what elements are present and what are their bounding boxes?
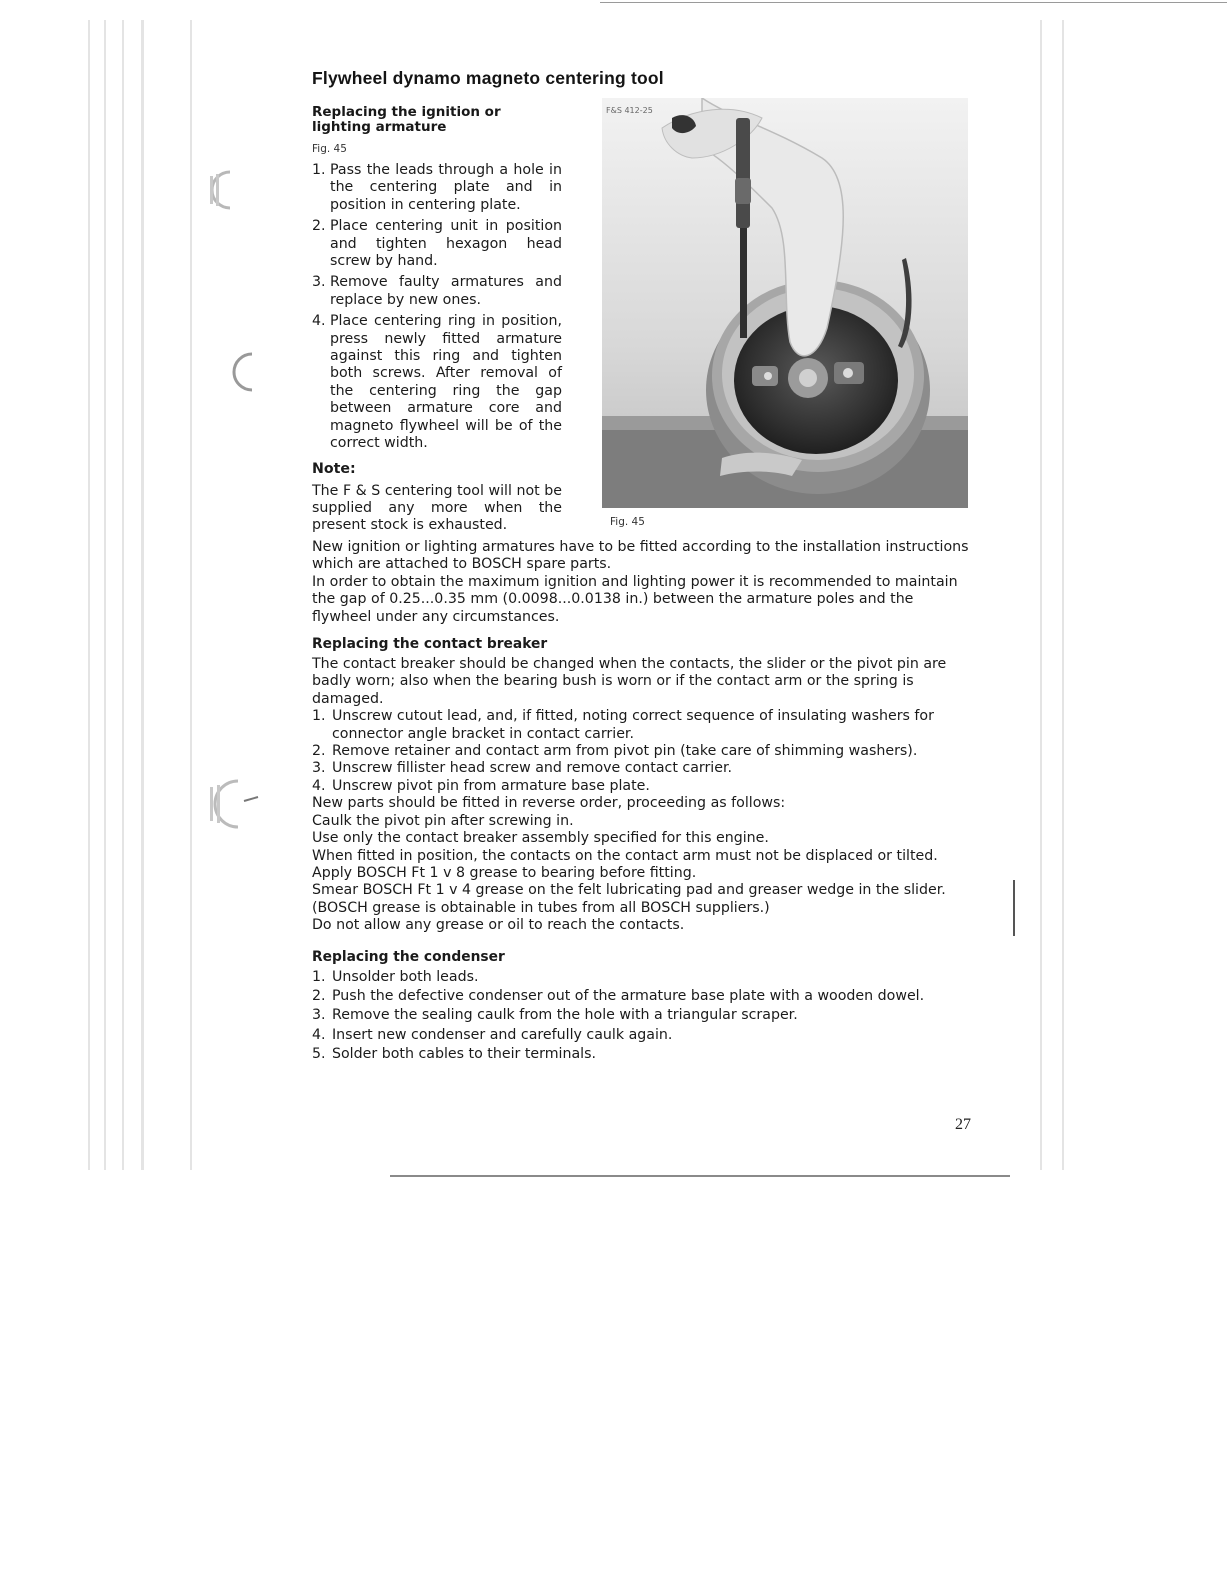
step-number: 2. [312, 218, 326, 235]
list-item [312, 708, 972, 743]
list-item [312, 1027, 972, 1044]
list-item [312, 162, 562, 214]
scan-edge-line [190, 20, 192, 1170]
figure-reference: Fig. 45 [312, 143, 347, 155]
step-number: 1. [312, 708, 326, 725]
step-number: 4. [312, 777, 326, 794]
step-number: 4. [312, 1026, 326, 1043]
binder-hole-icon [222, 350, 262, 394]
step-text: Pass the leads through a hole in the centering plate and in position in centering plate. [330, 162, 562, 213]
instruction-line: When fitted in position, the contacts on the contact arm must not be displaced or tilted. [312, 847, 938, 864]
list-item [312, 988, 972, 1005]
scan-edge-line [1062, 20, 1064, 1170]
list-item [312, 1007, 972, 1024]
heading-line: Replacing the ignition or [312, 104, 501, 120]
section-heading-condenser: Replacing the condenser [312, 948, 505, 965]
scan-edge-line [122, 20, 124, 1170]
step-text: Insert new condenser and carefully caulk again. [332, 1026, 673, 1043]
scan-edge-line [88, 20, 90, 1170]
scan-right-mark [1013, 880, 1015, 936]
page-content [312, 68, 974, 1063]
scan-edge-line [104, 20, 106, 1170]
step-text: Place centering ring in position, press newly fitted armature against this ring and tighten both screws. After removal of the centering ring the gap between armature core and magneto flywheel will be of the correct width. [330, 313, 562, 452]
step-text: Solder both cables to their terminals. [332, 1046, 597, 1063]
instruction-line: Caulk the pivot pin after screwing in. [312, 812, 574, 829]
step-text: Unsolder both leads. [332, 968, 479, 985]
ignition-steps [312, 162, 562, 453]
list-item [312, 760, 972, 777]
contact-breaker-intro: The contact breaker should be changed when the contacts, the slider or the pivot pin are badly worn; also when the bearing bush is worn or if the contact arm or the spring is damaged. [312, 656, 947, 707]
step-number: 3. [312, 1007, 326, 1024]
step-number: 5. [312, 1046, 326, 1063]
instruction-line: Do not allow any grease or oil to reach the contacts. [312, 917, 685, 934]
step-text: Unscrew cutout lead, and, if fitted, noting correct sequence of insulating washers for connector angle bracket in contact carrier. [332, 708, 934, 742]
instruction-line: Smear BOSCH Ft 1 v 4 grease on the felt lubricating pad and greaser wedge in the slider. (BOSCH grease is obtainable in tubes from all BOSCH suppliers.) [312, 882, 946, 916]
installation-paragraph: New ignition or lighting armatures have to be fitted according to the installation instructions which are attached to BOSCH spare parts. [312, 539, 969, 573]
list-item [312, 778, 972, 795]
step-text: Push the defective condenser out of the armature base plate with a wooden dowel. [332, 987, 925, 1004]
figure-caption: Fig. 45 [610, 516, 645, 528]
step-number: 1. [312, 162, 326, 178]
scan-bottom-rule [390, 1175, 1010, 1177]
step-number: 2. [312, 987, 326, 1004]
heading-line: lighting armature [312, 119, 447, 135]
step-text: Remove retainer and contact arm from pivot pin (take care of shimming washers). [332, 743, 918, 760]
condenser-steps [312, 969, 972, 1064]
main-text-flow [312, 539, 972, 1066]
figure-45 [602, 98, 968, 528]
section-heading-contact-breaker: Replacing the contact breaker [312, 636, 548, 653]
step-number: 2. [312, 743, 326, 760]
magneto-photo [602, 98, 968, 508]
gap-paragraph: In order to obtain the maximum ignition and lighting power it is recommended to maintain the gap of 0.25...0.35 mm (0.0098...0.0138 in.) between the armature poles and the flywheel under any circumstances. [312, 573, 958, 625]
note-heading: Note: [312, 460, 356, 477]
binder-hole-icon [200, 168, 240, 212]
step-text: Remove the sealing caulk from the hole with a triangular scraper. [332, 1007, 798, 1024]
step-number: 3. [312, 274, 326, 291]
list-item [312, 969, 972, 986]
figure-tag: F&S 412-25 [606, 106, 653, 115]
page-title: Flywheel dynamo magneto centering tool [312, 68, 664, 88]
step-text: Unscrew fillister head screw and remove contact carrier. [332, 760, 733, 777]
step-number: 1. [312, 968, 326, 985]
contact-breaker-notes [312, 795, 972, 934]
list-item [312, 313, 562, 452]
list-item [312, 1046, 972, 1063]
list-item [312, 743, 972, 760]
scan-edge-line [1040, 20, 1042, 1170]
list-item [312, 274, 562, 309]
list-item [312, 218, 562, 270]
section-heading-ignition [312, 105, 562, 135]
step-text: Unscrew pivot pin from armature base plate. [332, 777, 650, 794]
scan-edge-line [141, 20, 144, 1170]
note-text: The F & S centering tool will not be supplied any more when the present stock is exhausted. [312, 482, 562, 534]
scan-top-rule [600, 2, 1227, 3]
instruction-line: Use only the contact breaker assembly specified for this engine. [312, 830, 769, 847]
ignition-section [312, 105, 562, 535]
step-text: Remove faulty armatures and replace by new ones. [330, 274, 562, 308]
binder-hole-icon [200, 775, 262, 833]
instruction-line: Apply BOSCH Ft 1 v 8 grease to bearing before fitting. [312, 864, 697, 881]
page-number: 27 [955, 1116, 971, 1133]
step-text: Place centering unit in position and tighten hexagon head screw by hand. [330, 218, 562, 270]
step-number: 3. [312, 760, 326, 777]
instruction-line: New parts should be fitted in reverse order, proceeding as follows: [312, 795, 786, 812]
step-number: 4. [312, 313, 326, 330]
contact-breaker-steps [312, 708, 972, 795]
